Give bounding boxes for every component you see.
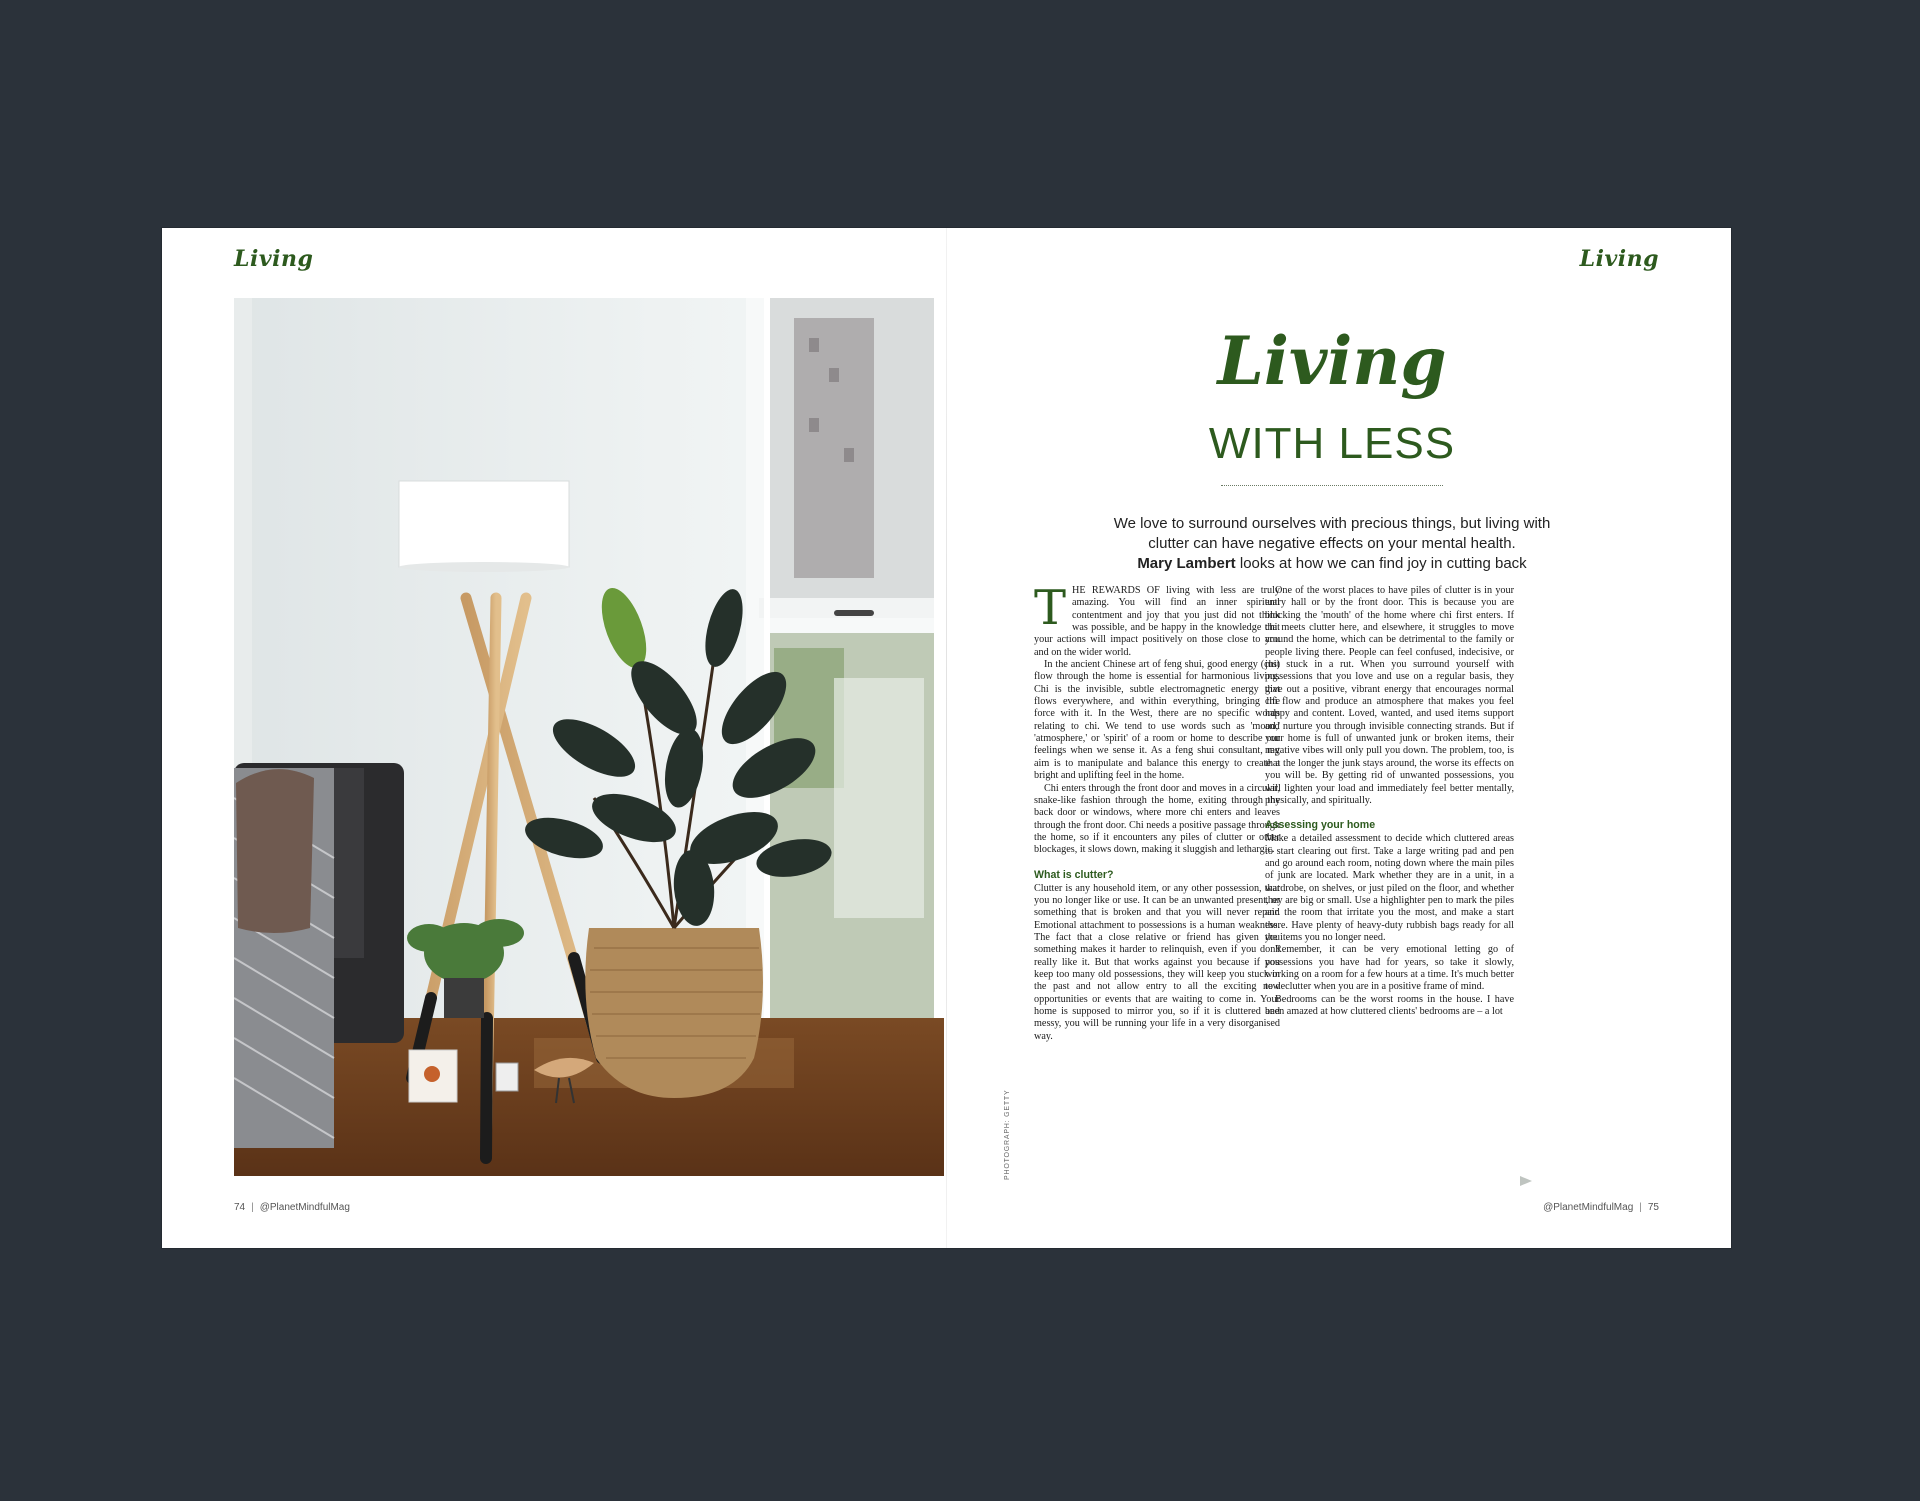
article-title-sub: WITH LESS: [1208, 419, 1456, 468]
page-fold: [946, 228, 947, 1248]
byline: Mary Lambert: [1137, 555, 1236, 572]
magazine-spread: [162, 228, 1731, 1248]
continue-arrow-icon: [1520, 1176, 1532, 1186]
section-tag-right: Living: [1579, 246, 1659, 272]
page-number-right: 75: [1647, 1202, 1659, 1213]
body-paragraph: In the ancient Chinese art of feng shui, good energy (chi) flow through the home is essential for harmonious living. Chi is the invisible, subtle electromagnetic energy that flows everywhere, and within everything, bringing life force with it. In the West, there are no specific words relating to chi. We tend to use words such as 'mood,' 'atmosphere,' or 'spirit' of a room or home to describe our feelings when we sense it. As a feng shui consultant, my aim is to manipulate and balance this energy to create a bright and uplifting feel in the home.: [1034, 659, 1280, 782]
body-paragraph: Clutter is any household item, or any other possession, that you no longer like or use. It can be an unwanted present, or something that is broken and that you will never repair. Emotional attachment to possessions is a human weakness. The fact that a close relative or friend has given you something makes it harder to relinquish, even if you don't really like it. But that works against you because if you keep too many old possessions, they will keep you stuck in the past and not allow entry to all the exciting new opportunities or events that are waiting to come in. Your home is supposed to mirror you, so if it is cluttered and messy, you will be running your life in a very disorganised way.: [1034, 882, 1280, 1042]
section-tag-left: Living: [234, 246, 314, 272]
subheading: What is clutter?: [1034, 868, 1114, 881]
body-paragraph: One of the worst places to have piles of clutter is in your entry hall or by the front door. This is because you are blocking the 'mouth' of the home where chi first enters. If chi meets clutter here, and elsewhere, it struggles to move around the home, which can be detrimental to the family or people living there. People can feel confused, indecisive, or just stuck in a rut. When you surround yourself with possessions that you love and use on a regular basis, they give out a positive, vibrant energy that encourages normal chi flow and produce an atmosphere that makes you feel happy and content. Loved, wanted, and used items support and nurture you through invisible connecting strands. But if your home is full of unwanted junk or broken items, their negative vibes will only pull you down. The problem, too, is that the longer the junk stays around, the worse its effects on you will be. By getting rid of unwanted possessions, you will lighten your load and immediately feel better mentally, physically, and spiritually.: [1265, 585, 1514, 806]
body-paragraph: Chi enters through the front door and moves in a circular, snake-like fashion through the home, exiting through the back door or windows, where more chi enters and leaves through the front door. Chi needs a positive passage through the home, so if it encounters any piles of clutter or other blockages, it slows down, making it sluggish and lethargic.: [1034, 782, 1280, 856]
body-column-1: [1034, 580, 1280, 1043]
body-paragraph: Bedrooms can be the worst rooms in the house. I have been amazed at how cluttered clients' bedrooms are – a lot: [1265, 993, 1514, 1017]
title-divider: [1221, 485, 1443, 486]
standfirst-text-2: looks at how we can find joy in cutting back: [1239, 555, 1527, 572]
body-paragraph: THE REWARDS OF living with less are truly amazing. You will find an inner spiritual contentment and joy that you just did not think was possible, and be happy in the knowledge that your actions will impact positively on those close to you and on the wider world.: [1034, 580, 1280, 658]
photo-credit: PHOTOGRAPH: GETTY: [1004, 1089, 1011, 1180]
article-title-script: Living: [1217, 322, 1447, 400]
standfirst-text: We love to surround ourselves with precious things, but living with clutter can have negative effects on your mental health.: [1113, 515, 1551, 552]
body-paragraph: Make a detailed assessment to decide which cluttered areas to start clearing out first. Take a large writing pad and pen and go around each room, noting down where the main piles of junk are located. Mark whether they are in a unit, in a wardrobe, on shelves, or just piled on the floor, and whether they are big or small. Use a highlighter pen to mark the piles and the room that irritate you the most, and make a start there. Have plenty of heavy-duty rubbish bags ready for all the items you no longer need.: [1265, 833, 1514, 943]
handle-right: @PlanetMindfulMag: [1543, 1202, 1634, 1213]
standfirst: [1092, 514, 1572, 574]
body-paragraph: Remember, it can be very emotional letting go of possessions you have had for years, so take it slowly, working on a room for a few hours at a time. It's much better to declutter when you are in a positive frame of mind.: [1265, 944, 1514, 993]
folio-right: @PlanetMindfulMag | 75: [1543, 1202, 1659, 1213]
subheading: Assessing your home: [1265, 819, 1376, 832]
handle-left: @PlanetMindfulMag: [259, 1202, 350, 1213]
page-number-left: 74: [234, 1202, 246, 1213]
drop-cap: T: [1034, 580, 1067, 636]
body-column-2: [1265, 585, 1514, 1018]
folio-left: 74 | @PlanetMindfulMag: [234, 1202, 350, 1213]
interior-photo: [234, 298, 944, 1176]
